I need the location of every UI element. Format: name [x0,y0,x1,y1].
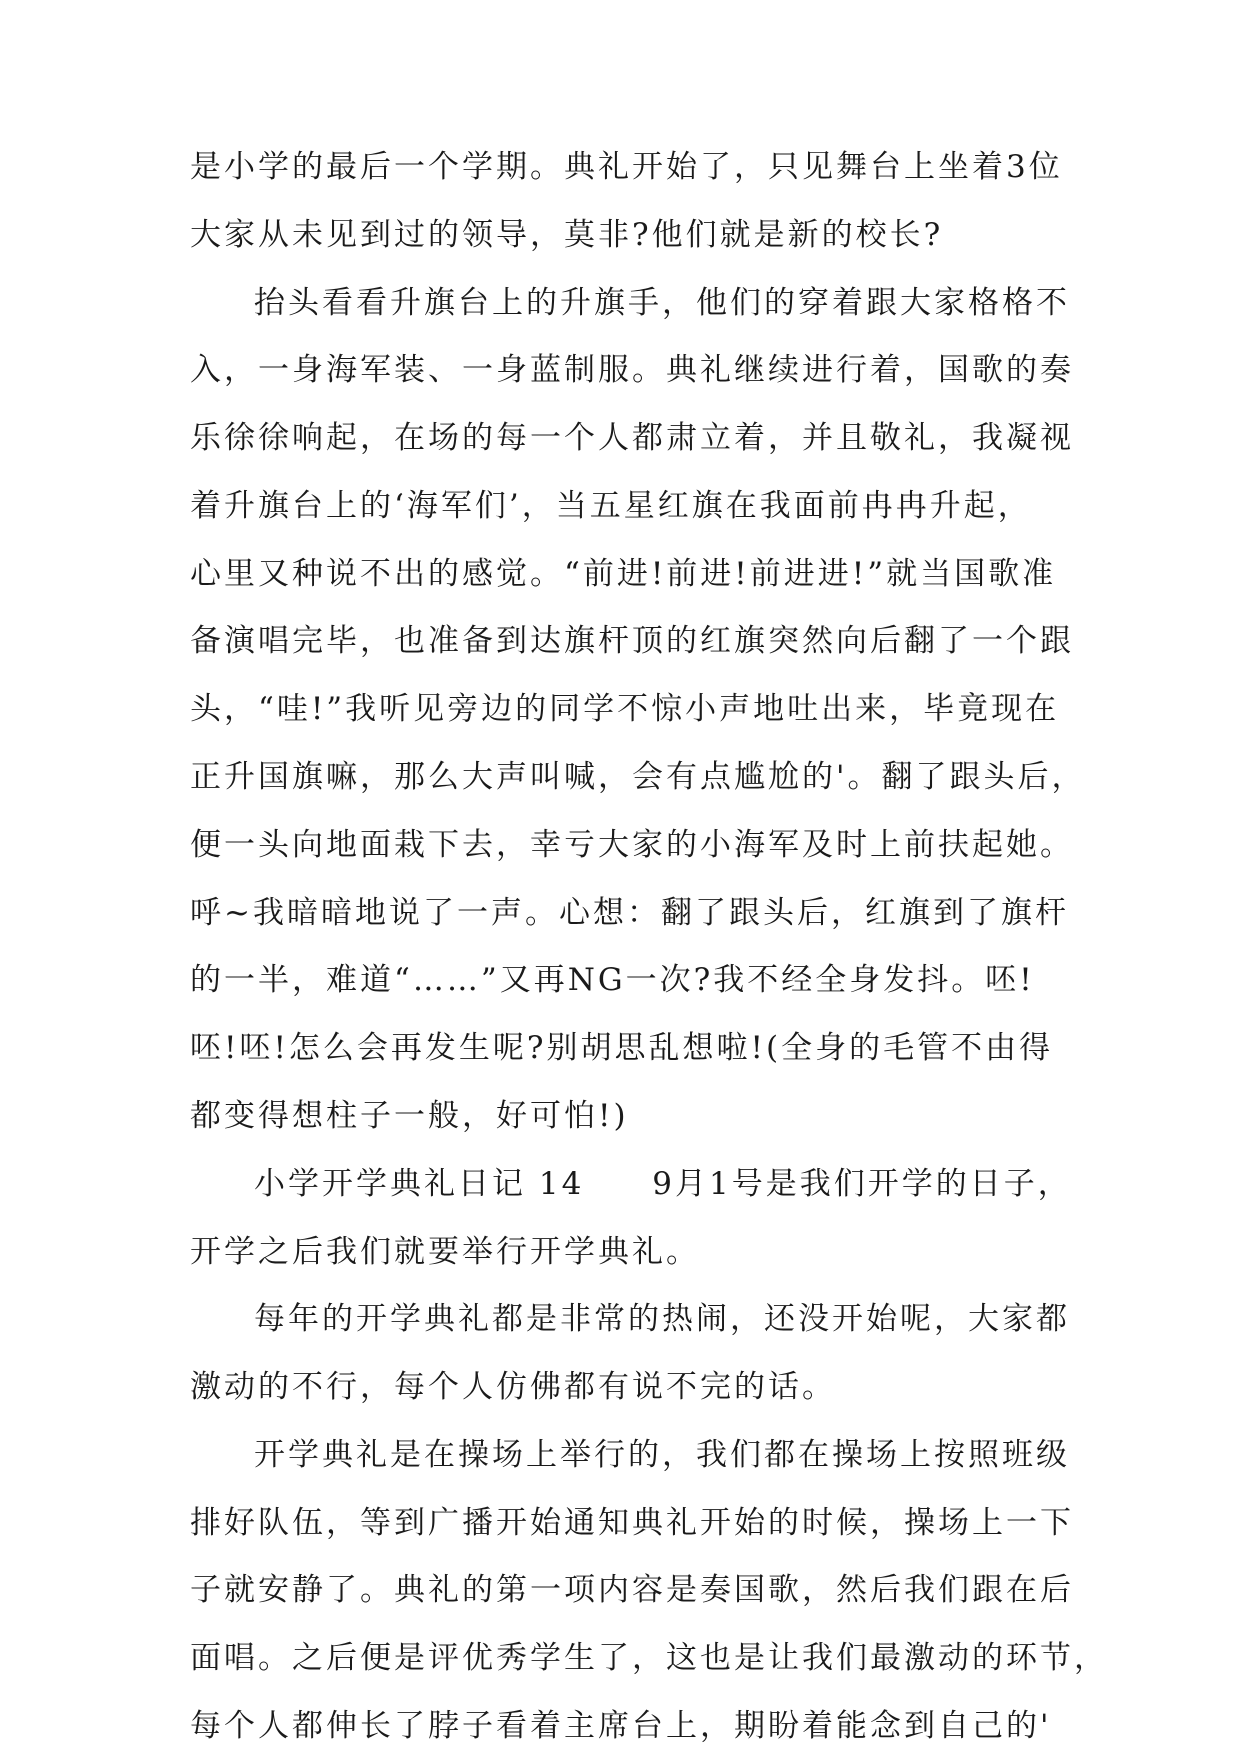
text-line: 是小学的最后一个学期。典礼开始了，只见舞台上坐着3位 [190,149,1063,185]
text-line: 面唱。之后便是评优秀学生了，这也是让我们最激动的环节， [190,1640,1108,1677]
text-line: 头，“哇!”我听见旁边的同学不惊小声地吐出来，毕竟现在 [190,691,1060,728]
text-line: 排好队伍，等到广播开始通知典礼开始的时候，操场上一下 [190,1504,1074,1541]
section-heading-line: 小学开学典礼日记 14 9月1号是我们开学的日子， [254,1165,1072,1202]
text-line: 激动的不行，每个人仿佛都有说不完的话。 [190,1369,836,1406]
text-line: 备演唱完毕，也准备到达旗杆顶的红旗突然向后翻了一个跟 [190,623,1074,660]
text-line: 呼~我暗暗地说了一声。心想：翻了跟头后，红旗到了旗杆 [190,894,1069,931]
paragraph-start-line: 每年的开学典礼都是非常的热闹，还没开始呢，大家都 [254,1301,1070,1338]
text-line: 都变得想柱子一般，好可怕!) [190,1097,629,1134]
text-line: 每个人都伸长了脖子看着主席台上，期盼着能念到自己的' [190,1708,1052,1744]
paragraph-start-line: 开学典礼是在操场上举行的，我们都在操场上按照班级 [254,1436,1070,1473]
text-line: 大家从未见到过的领导，莫非?他们就是新的校长? [190,216,944,253]
text-line: 开学之后我们就要举行开学典礼。 [190,1233,700,1270]
text-line: 心里又种说不出的感觉。“前进!前进!前进进!”就当国歌准 [190,555,1057,592]
paragraph-start-line: 抬头看看升旗台上的升旗手，他们的穿着跟大家格格不 [254,284,1070,321]
text-line: 呸!呸!怎么会再发生呢?别胡思乱想啦!(全身的毛管不由得 [190,1030,1054,1067]
text-line: 正升国旗嘛，那么大声叫喊，会有点尴尬的'。翻了跟头后， [190,759,1086,796]
text-line: 着升旗台上的‘海军们’，当五星红旗在我面前冉冉升起， [190,487,1032,524]
text-line: 入，一身海军装、一身蓝制服。典礼继续进行着，国歌的奏 [190,352,1074,389]
text-line: 的一半，难道“……”又再NG一次?我不经全身发抖。呸! [190,962,1035,999]
text-line: 子就安静了。典礼的第一项内容是奏国歌，然后我们跟在后 [190,1572,1074,1609]
text-line: 便一头向地面栽下去，幸亏大家的小海军及时上前扶起她。 [190,826,1074,863]
text-line: 乐徐徐响起，在场的每一个人都肃立着，并且敬礼，我凝视 [190,420,1074,457]
